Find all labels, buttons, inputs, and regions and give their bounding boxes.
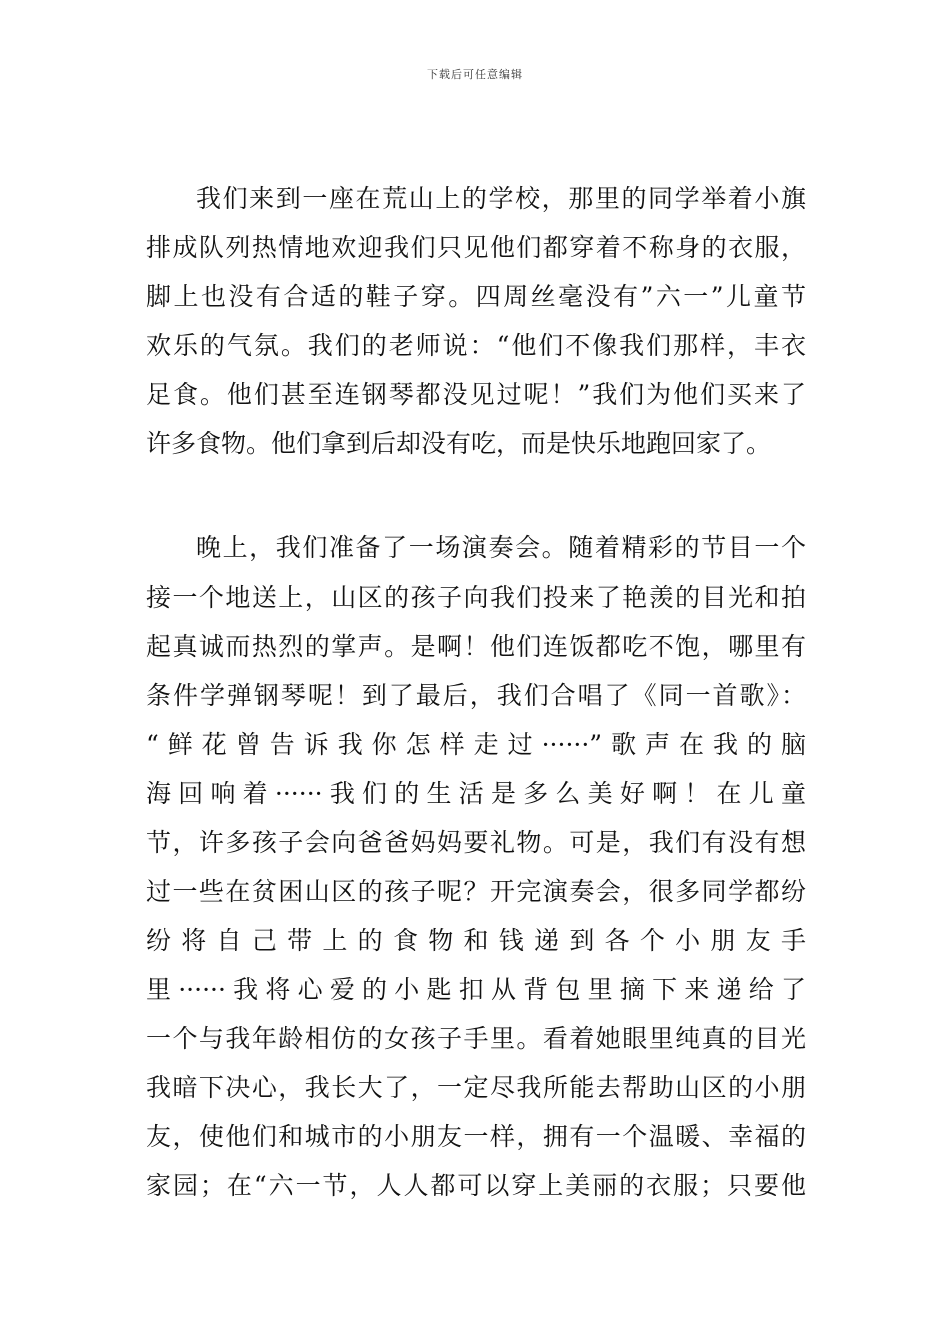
paragraph-line: 晚上，我们准备了一场演奏会。随着精彩的节目一个 <box>196 533 806 562</box>
paragraph-line: 接一个地送上，山区的孩子向我们投来了艳羡的目光和拍 <box>146 583 806 612</box>
paragraph-line: 脚上也没有合适的鞋子穿。四周丝毫没有”六一”儿童节 <box>146 282 806 311</box>
paragraph-line: 一个与我年龄相仿的女孩子手里。看着她眼里纯真的目光 <box>146 1024 806 1053</box>
paragraph-line: 过一些在贫困山区的孩子呢？开完演奏会，很多同学都纷 <box>146 877 806 906</box>
paragraph-line: 里······我将心爱的小匙扣从背包里摘下来递给了 <box>146 975 806 1004</box>
paragraph-line: 节，许多孩子会向爸爸妈妈要礼物。可是，我们有没有想 <box>146 828 806 857</box>
paragraph-line: 海回响着······我们的生活是多么美好啊！在儿童 <box>146 779 806 808</box>
paragraph-line: 足食。他们甚至连钢琴都没见过呢！”我们为他们买来了 <box>146 380 806 409</box>
paragraph-line: 条件学弹钢琴呢！到了最后，我们合唱了《同一首歌》： <box>146 681 806 710</box>
paragraph-line: 家园；在“六一节，人人都可以穿上美丽的衣服；只要他 <box>146 1171 806 1200</box>
paragraph-line: 欢乐的气氛。我们的老师说：“他们不像我们那样，丰衣 <box>146 331 806 360</box>
paragraph-line: 排成队列热情地欢迎我们只见他们都穿着不称身的衣服， <box>146 233 806 262</box>
paragraph-line: 起真诚而热烈的掌声。是啊！他们连饭都吃不饱，哪里有 <box>146 632 806 661</box>
paragraph-line: 我们来到一座在荒山上的学校，那里的同学举着小旗 <box>196 184 806 213</box>
page-header: 下载后可任意编辑 <box>427 68 523 81</box>
paragraph-line: 我暗下决心，我长大了，一定尽我所能去帮助山区的小朋 <box>146 1073 806 1102</box>
paragraph-line: 纷将自己带上的食物和钱递到各个小朋友手 <box>146 926 806 955</box>
paragraph-line: 许多食物。他们拿到后却没有吃，而是快乐地跑回家了。 <box>146 429 772 458</box>
paragraph-line: “鲜花曾告诉我你怎样走过······”歌声在我的脑 <box>146 730 806 759</box>
paragraph-line: 友，使他们和城市的小朋友一样，拥有一个温暖、幸福的 <box>146 1122 806 1151</box>
